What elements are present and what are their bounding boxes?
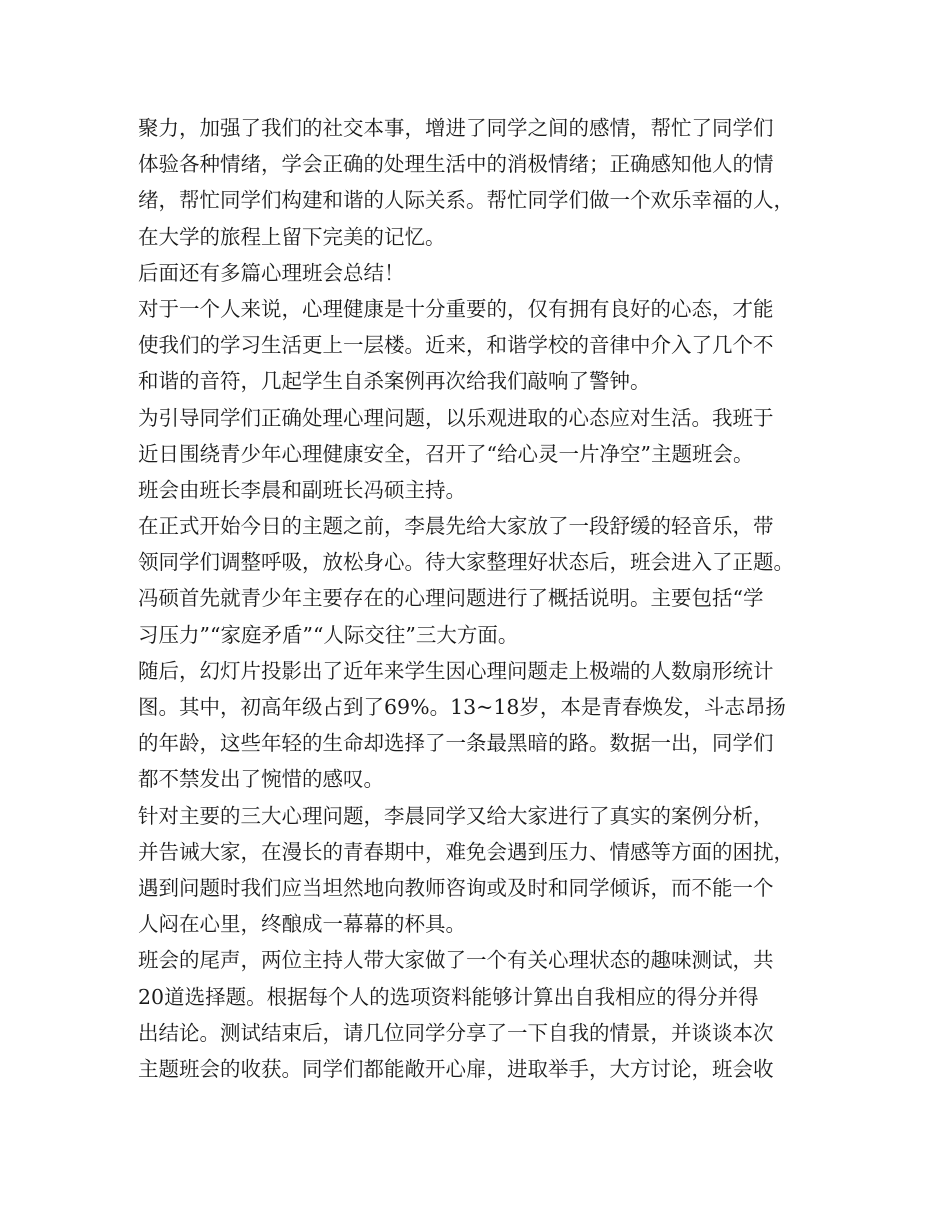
text-line: 在正式开始今日的主题之前，李晨先给大家放了一段舒缓的轻音乐，带 bbox=[138, 514, 774, 539]
text-line: 人闷在心里，终酿成一幕幕的杯具。 bbox=[138, 912, 466, 937]
text-line: 主题班会的收获。同学们都能敞开心扉，进取举手，大方讨论，班会收 bbox=[138, 1056, 774, 1081]
text-line: 领同学们调整呼吸，放松身心。待大家整理好状态后，班会进入了正题。 bbox=[138, 550, 794, 575]
text-line: 后面还有多篇心理班会总结！ bbox=[138, 260, 405, 285]
text-line: 对于一个人来说，心理健康是十分重要的，仅有拥有良好的心态，才能 bbox=[138, 296, 774, 321]
text-line: 和谐的音符，几起学生自杀案例再次给我们敲响了警钟。 bbox=[138, 369, 651, 394]
text-line: 班会由班长李晨和副班长冯硕主持。 bbox=[138, 477, 466, 502]
text-line: 针对主要的三大心理问题，李晨同学又给大家进行了真实的案例分析， bbox=[138, 803, 774, 828]
text-line: 遇到问题时我们应当坦然地向教师咨询或及时和同学倾诉，而不能一个 bbox=[138, 875, 774, 900]
text-line: 图。其中，初高年级占到了69%。13~18岁，本是青春焕发，斗志昂扬 bbox=[138, 695, 786, 719]
text-line: 出结论。测试结束后，请几位同学分享了一下自我的情景，并谈谈本次 bbox=[138, 1020, 774, 1045]
text-line: 体验各种情绪，学会正确的处理生活中的消极情绪；正确感知他人的情 bbox=[138, 152, 774, 177]
text-line: 冯硕首先就青少年主要存在的心理问题进行了概括说明。主要包括“学 bbox=[138, 586, 764, 611]
text-line: 20道选择题。根据每个人的选项资料能够计算出自我相应的得分并得 bbox=[138, 984, 759, 1009]
text-line: 随后，幻灯片投影出了近年来学生因心理问题走上极端的人数扇形统计 bbox=[138, 658, 774, 683]
text-line: 并告诫大家，在漫长的青春期中，难免会遇到压力、情感等方面的困扰， bbox=[138, 839, 794, 864]
text-line: 使我们的学习生活更上一层楼。近来，和谐学校的音律中介入了几个不 bbox=[138, 333, 774, 358]
text-line: 班会的尾声，两位主持人带大家做了一个有关心理状态的趣味测试，共 bbox=[138, 948, 774, 973]
text-line: 近日围绕青少年心理健康安全，召开了“给心灵一片净空”主题班会。 bbox=[138, 441, 754, 466]
text-line: 习压力”“家庭矛盾”“人际交往”三大方面。 bbox=[138, 622, 519, 647]
document-body bbox=[138, 110, 828, 1087]
text-line: 的年龄，这些年轻的生命却选择了一条最黑暗的路。数据一出，同学们 bbox=[138, 731, 774, 756]
text-line: 为引导同学们正确处理心理问题，以乐观进取的心态应对生活。我班于 bbox=[138, 405, 774, 430]
text-line: 都不禁发出了惋惜的感叹。 bbox=[138, 767, 384, 792]
text-line: 在大学的旅程上留下完美的记忆。 bbox=[138, 224, 446, 249]
text-line: 绪，帮忙同学们构建和谐的人际关系。帮忙同学们做一个欢乐幸福的人， bbox=[138, 188, 794, 213]
text-line: 聚力，加强了我们的社交本事，增进了同学之间的感情，帮忙了同学们 bbox=[138, 116, 774, 140]
